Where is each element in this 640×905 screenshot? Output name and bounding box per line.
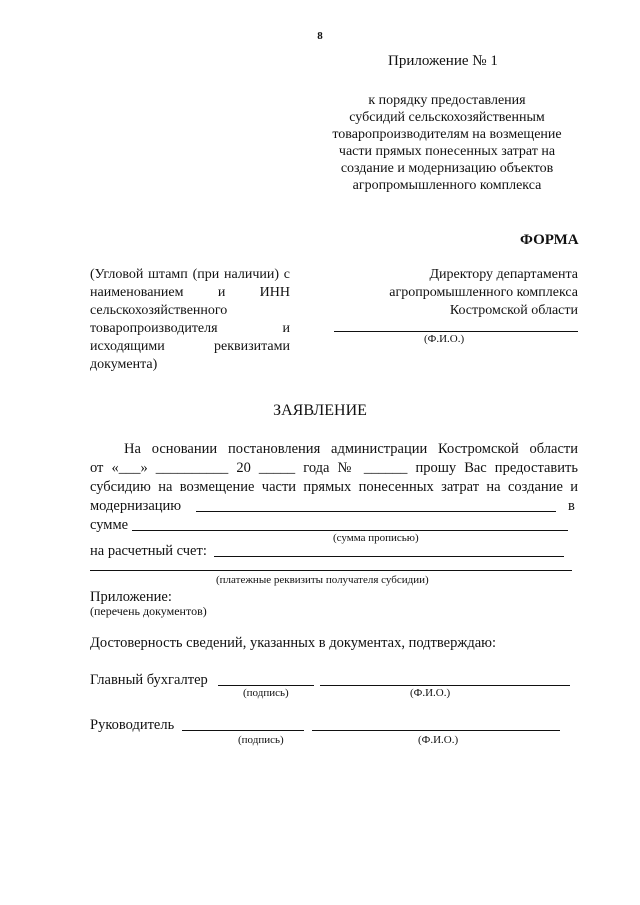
- modernization-field[interactable]: [196, 511, 556, 512]
- confirmation-text: Достоверность сведений, указанных в документах, подтверждаю:: [90, 635, 497, 651]
- body-line-3: субсидию на возмещение части прямых понесенных затрат на создание и: [90, 479, 578, 495]
- attachment-caption: (перечень документов): [90, 604, 207, 618]
- appendix-line: части прямых понесенных затрат на: [338, 144, 556, 159]
- appendix-line: товаропроизводителям на возмещение: [332, 127, 562, 142]
- appendix-line: к порядку предоставления: [368, 93, 526, 108]
- requisites-caption: (платежные реквизиты получателя субсидии): [216, 574, 429, 586]
- page-number: 8: [317, 30, 323, 42]
- body-line-1: На основании постановления администрации Костромской области: [124, 441, 578, 457]
- addressee-fio-field[interactable]: [334, 331, 578, 332]
- head-fio-field[interactable]: [312, 730, 560, 731]
- modernization-label: модернизацию: [90, 498, 182, 514]
- modernization-suffix: в: [568, 498, 575, 514]
- accountant-signature-field[interactable]: [218, 685, 314, 686]
- sum-label: сумме: [90, 517, 129, 533]
- accountant-signature-caption: (подпись): [243, 687, 289, 699]
- accountant-label: Главный бухгалтер: [90, 672, 208, 688]
- head-label: Руководитель: [90, 717, 175, 733]
- addressee-line: Костромской области: [449, 303, 578, 318]
- document-heading: ЗАЯВЛЕНИЕ: [273, 402, 367, 419]
- addressee-line: Директору департамента: [429, 267, 578, 282]
- account-field[interactable]: [214, 556, 564, 557]
- appendix-line: субсидий сельскохозяйственным: [349, 110, 545, 125]
- addressee-line: агропромышленного комплекса: [389, 285, 578, 300]
- account-label: на расчетный счет:: [90, 543, 207, 559]
- attachment-label: Приложение:: [90, 589, 172, 605]
- appendix-line: создание и модернизацию объектов: [340, 161, 554, 176]
- form-label: ФОРМА: [520, 232, 579, 248]
- addressee-fio-caption: (Ф.И.О.): [424, 333, 465, 345]
- body-line-2[interactable]: от «___» __________ 20 _____ года № ______ прошу Вас предоставить: [90, 460, 578, 476]
- stamp-placeholder: (Угловой штамп (при наличии) с наименованием и ИНН сельскохозяйственного товаропроизводителя и исходящими реквизитами документа): [90, 267, 290, 372]
- sum-caption: (сумма прописью): [333, 532, 419, 544]
- requisites-field[interactable]: [90, 570, 572, 571]
- appendix-description: [316, 92, 578, 194]
- sum-field[interactable]: [132, 530, 568, 531]
- appendix-title: Приложение № 1: [388, 53, 498, 69]
- head-fio-caption: (Ф.И.О.): [418, 734, 459, 746]
- addressee-block: [330, 266, 578, 320]
- head-signature-field[interactable]: [182, 730, 304, 731]
- head-signature-caption: (подпись): [238, 734, 284, 746]
- accountant-fio-field[interactable]: [320, 685, 570, 686]
- accountant-fio-caption: (Ф.И.О.): [410, 687, 451, 699]
- appendix-line: агропромышленного комплекса: [352, 178, 542, 193]
